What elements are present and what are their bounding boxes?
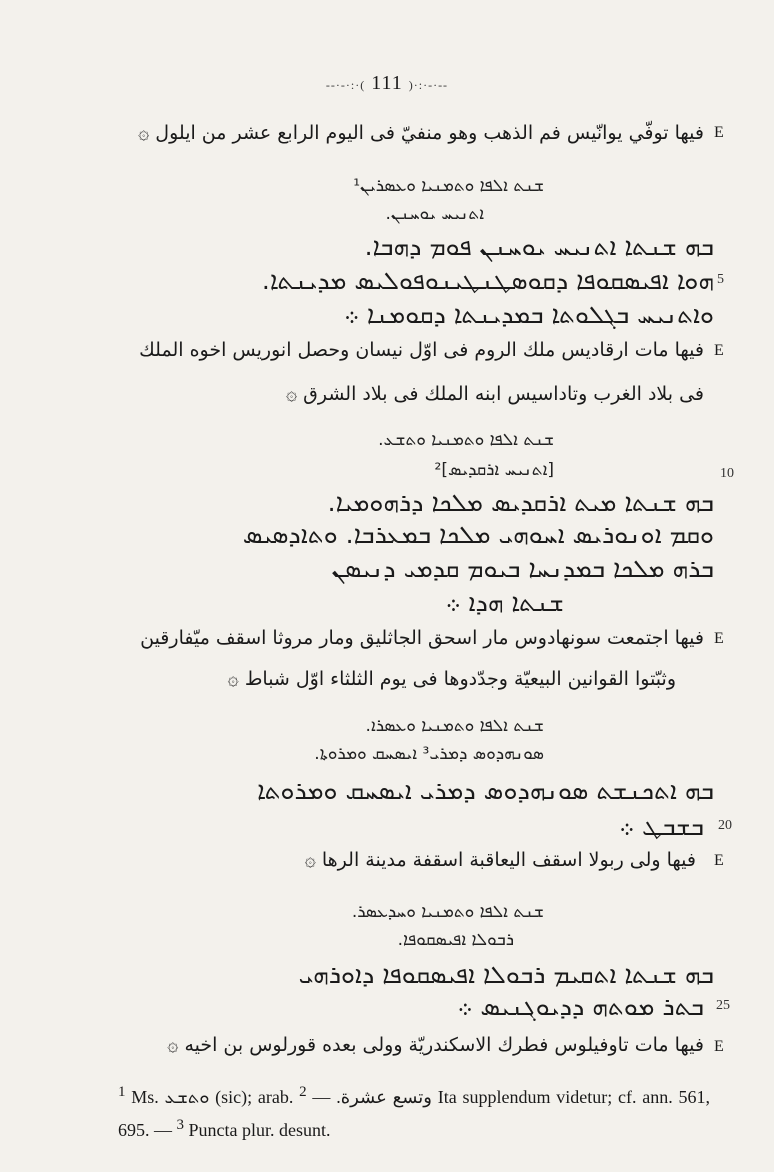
line-number-20: 20 (718, 818, 732, 833)
syriac-text-line: ܒܪܗ ܡܠܟܐ ܒܡܕܢܚܐ ܒܝܘܡ ܩܕܡܝ ܕܢܝܣܢ (331, 554, 714, 583)
margin-marker-e: E (714, 1038, 724, 1055)
margin-marker-e: E (714, 342, 724, 359)
header-ornament-left: --·-·:·( (325, 78, 366, 92)
footnote-text: Ita supplendum videtur; cf. ann. 561, 695. — (118, 1087, 710, 1140)
footnote-number: 3 (176, 1117, 184, 1133)
arabic-line: فيها ولى ربولا اسقف اليعاقبة اسقفة مدينة الرها ۞ (304, 849, 696, 871)
syriac-heading-line: ܫܢܬ ܐܠܦܐ ܘܬܡܢܝܐ ܘܚܕܥܣܪ. (351, 902, 544, 922)
footnote-text: Puncta plur. desunt. (188, 1120, 331, 1140)
line-number-10: 10 (720, 466, 734, 481)
arabic-line: فى بلاد الغرب وتاداسيس ابنه الملك فى بلاد الشرق ۞ (285, 383, 704, 405)
footnote-text: Ms. ܘܬܫܥ (sic); arab. وتسع عشرة. — (131, 1087, 432, 1107)
arabic-line: فيها اجتمعت سونهادوس مار اسحق الجاثليق ومار مروثا اسقف ميّفارقين (140, 627, 704, 649)
line-number-25: 25 (716, 998, 730, 1013)
syriac-text-line: ܒܬܪ ܡܘܬܗ ܕܕܝܘܓܢܝܣ ܀ (457, 992, 704, 1021)
syriac-text-line: ܒܗ ܫܢܬܐ ܡܝܬ ܐܪܩܕܝܣ ܡܠܟܐ ܕܪܗܘܡܝܐ. (327, 488, 714, 517)
syriac-heading-line: [ܐܬܢܝܚ ܐܪܩܕܝܣ]² (434, 460, 554, 480)
syriac-text-line: ܫܢܬܐ ܗܕܐ ܀ (445, 588, 564, 617)
syriac-heading-line: ܪܒܘܠܐ ܐܦܝܣܩܘܦܐ. (397, 930, 514, 950)
arabic-line: وثبّتوا القوانين البيعيّة وجدّدوها فى يوم الثلثاء اوّل شباط ۞ (227, 668, 676, 690)
page-number: 111 (371, 72, 403, 94)
syriac-text-line: ܗܘܐ ܐܦܝܣܩܘܦܐ ܕܩܘܣܛܢܛܝܢܘܦܘܠܝܣ ܡܕܝܢܬܐ. (261, 266, 714, 295)
footnote-number: 2 (299, 1084, 307, 1100)
header-ornament-right: )·:·-·-- (408, 78, 449, 92)
footnotes (118, 1078, 710, 1144)
margin-marker-e: E (714, 124, 724, 141)
syriac-heading-line: ܫܢܬ ܐܠܦܐ ܘܬܡܢܝܐ ܘܥܣܪܝܢ¹ (353, 176, 544, 196)
syriac-heading-line: ܐܬܢܝܚ ܝܘܚܢܢ. (385, 204, 484, 224)
line-number-5: 5 (717, 272, 724, 287)
syriac-text-line: ܒܗ ܐܬܟܢܫܬ ܣܘܢܗܕܘܣ ܕܡܪܝ ܐܝܣܚܩ ܘܡܪܘܬܐ (257, 776, 714, 805)
syriac-text-line: ܒܫܒܛ ܀ (619, 812, 704, 841)
syriac-text-line: ܘܩܡ ܐܘܢܘܪܝܣ ܐܚܘܗܝ ܡܠܟܐ ܒܡܥܪܒܐ. ܘܬܐܕܣܝܣ (242, 520, 714, 549)
arabic-line: فيها مات تاوفيلوس فطرك الاسكندريّة وولى بعده قورلوس بن اخيه ۞ (167, 1034, 704, 1056)
margin-marker-e: E (714, 852, 724, 869)
syriac-text-line: ܘܐܬܢܝܚ ܒܓܠܘܬܐ ܒܡܕܝܢܬܐ ܕܩܘܡܢܐ ܀ (343, 300, 714, 329)
page-header (0, 72, 774, 95)
syriac-heading-line: ܣܘܢܗܕܘܣ ܕܡܪܝ³ ܐܝܣܚܩ ܘܡܪܘܬܐ. (314, 744, 544, 764)
arabic-line: فيها مات ارقاديس ملك الروم فى اوّل نيسان وحصل انوريس اخوه الملك (139, 339, 704, 361)
syriac-text-line: ܒܗ ܫܢܬܐ ܐܬܢܝܚ ܝܘܚܢܢ ܦܘܡ ܕܗܒܐ. (364, 232, 714, 261)
arabic-line: فيها توفّي يوانّيس فم الذهب وهو منفيّ فى اليوم الرابع عشر من ايلول ۞ (138, 122, 704, 144)
footnote-number: 1 (118, 1084, 126, 1100)
syriac-heading-line: ܫܢܬ ܐܠܦܐ ܘܬܡܢܝܐ ܘܬܫܥ. (378, 430, 554, 450)
syriac-heading-line: ܫܢܬ ܐܠܦܐ ܘܬܡܢܝܐ ܘܥܣܪܐ. (365, 716, 544, 736)
margin-marker-e: E (714, 630, 724, 647)
syriac-text-line: ܒܗ ܫܢܬܐ ܐܬܩܝܡ ܪܒܘܠܐ ܐܦܝܣܩܘܦܐ ܕܐܘܪܗܝ (298, 960, 714, 989)
